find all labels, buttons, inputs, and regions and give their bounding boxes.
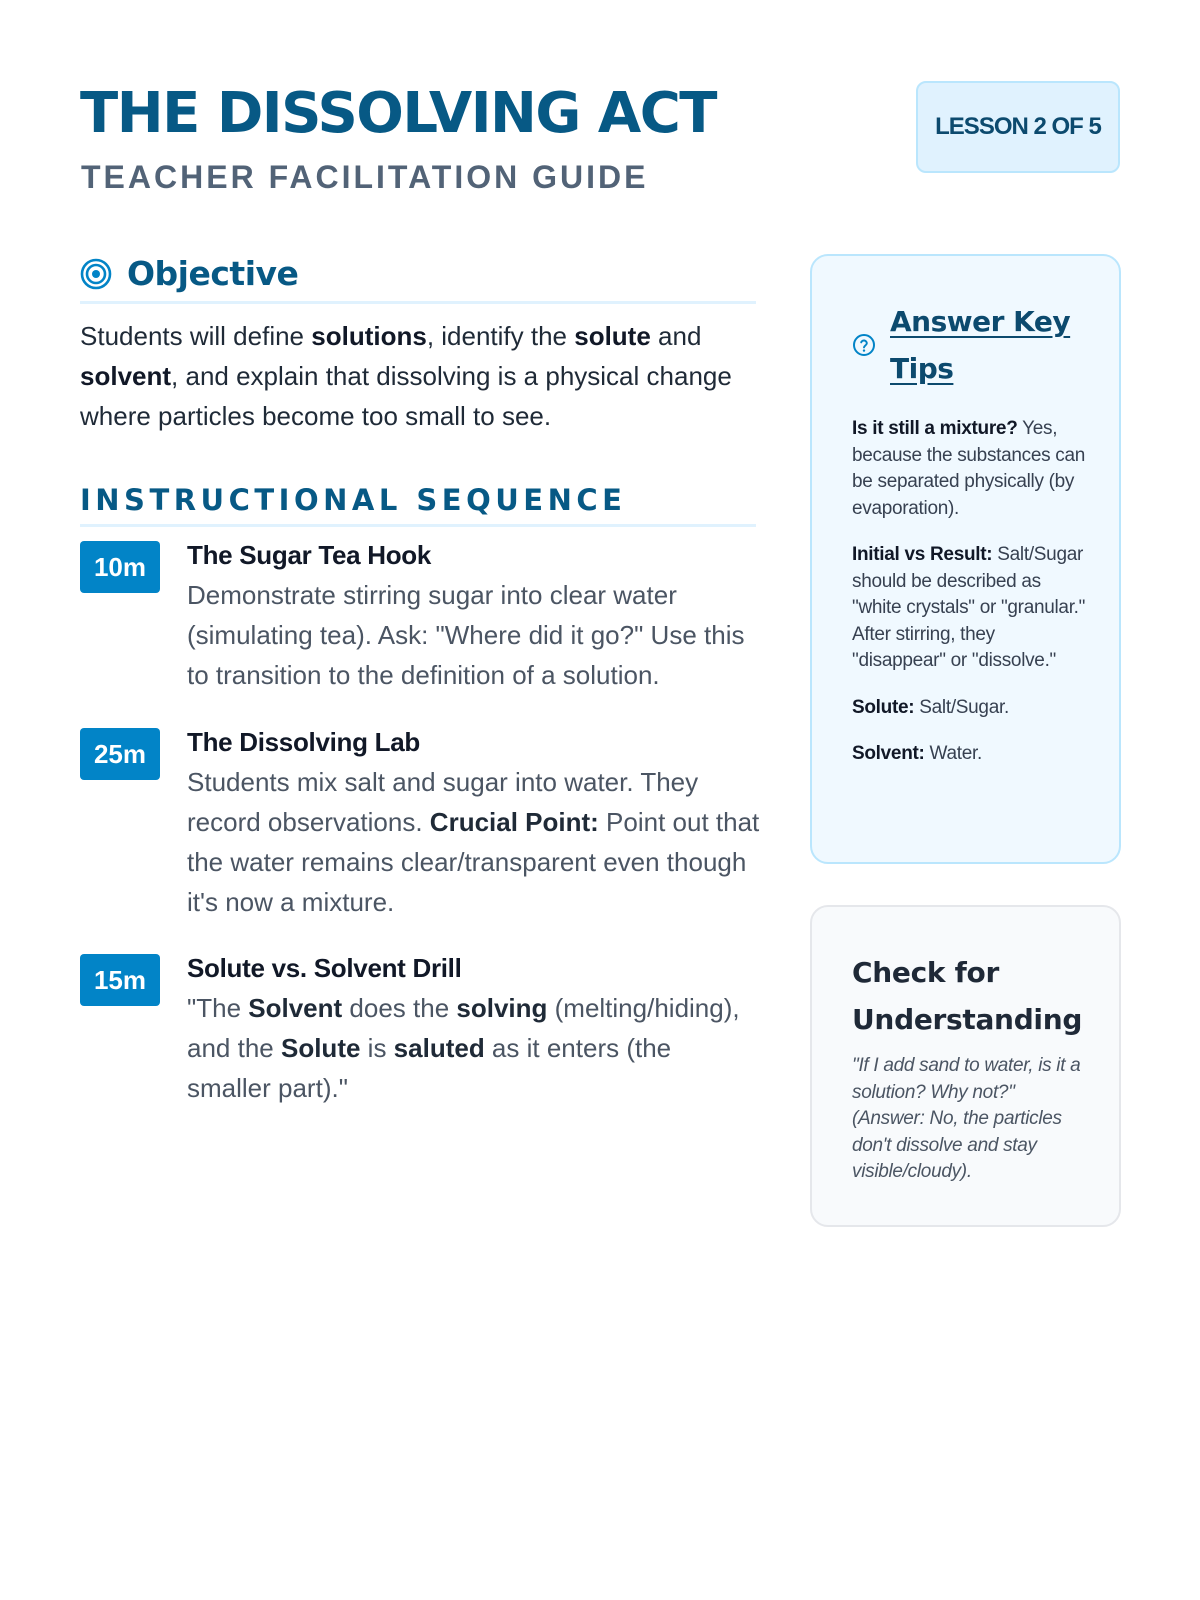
check-understanding-title: Check for Understanding <box>852 956 1083 1036</box>
answer-key-header <box>852 298 1092 392</box>
sequence-header <box>80 480 756 527</box>
duration-badge: 10m <box>80 541 160 593</box>
target-icon <box>80 258 112 290</box>
objective-heading: Objective <box>127 254 299 293</box>
page-title: THE DISSOLVING ACT <box>80 81 717 146</box>
lesson-badge: LESSON 2 OF 5 <box>916 81 1120 173</box>
step-text: "The Solvent does the solving (melting/hiding), and the Solute is saluted as it enters (the smaller part)." <box>187 993 740 1103</box>
objective-text: Students will define solutions, identify the solute and solvent, and explain that dissolving is a physical change where particles become too small to see. <box>80 321 732 431</box>
step-text: Demonstrate stirring sugar into clear water (simulating tea). Ask: "Where did it go?" Use this to transition to the definition of a solution. <box>187 580 745 690</box>
check-understanding-text: "If I add sand to water, is it a solution? Why not?" (Answer: No, the particles don't dissolve and stay visible/cloudy). <box>852 1055 1081 1182</box>
step-title: Solute vs. Solvent Drill <box>187 953 462 983</box>
step-title: The Dissolving Lab <box>187 727 420 757</box>
tip-item: Initial vs Result: Salt/Sugar should be described as "white crystals" or "granular." After stirring, they "disappear" or "dissolve." <box>852 544 1086 671</box>
tip-item: Is it still a mixture? Yes, because the substances can be separated physically (by evaporation). <box>852 418 1086 519</box>
answer-key-card <box>810 254 1121 864</box>
tip-item: Solvent: Water. <box>852 743 982 764</box>
answer-key-title: Answer Key Tips <box>890 305 1071 385</box>
check-understanding-card <box>810 905 1121 1227</box>
help-circle-icon <box>852 333 876 357</box>
tip-item: Solute: Salt/Sugar. <box>852 696 1009 718</box>
objective-header <box>80 252 756 304</box>
step-title: The Sugar Tea Hook <box>187 540 432 570</box>
page-subtitle: TEACHER FACILITATION GUIDE <box>81 159 649 195</box>
duration-badge: 15m <box>80 954 160 1006</box>
sequence-heading: INSTRUCTIONAL SEQUENCE <box>80 483 627 517</box>
answer-key-tips <box>852 416 1092 788</box>
duration-badge: 25m <box>80 728 160 780</box>
step-text: Students mix salt and sugar into water. They record observations. Crucial Point: Point out that the water remains clear/transparent even though it's now a mixture. <box>187 767 760 917</box>
